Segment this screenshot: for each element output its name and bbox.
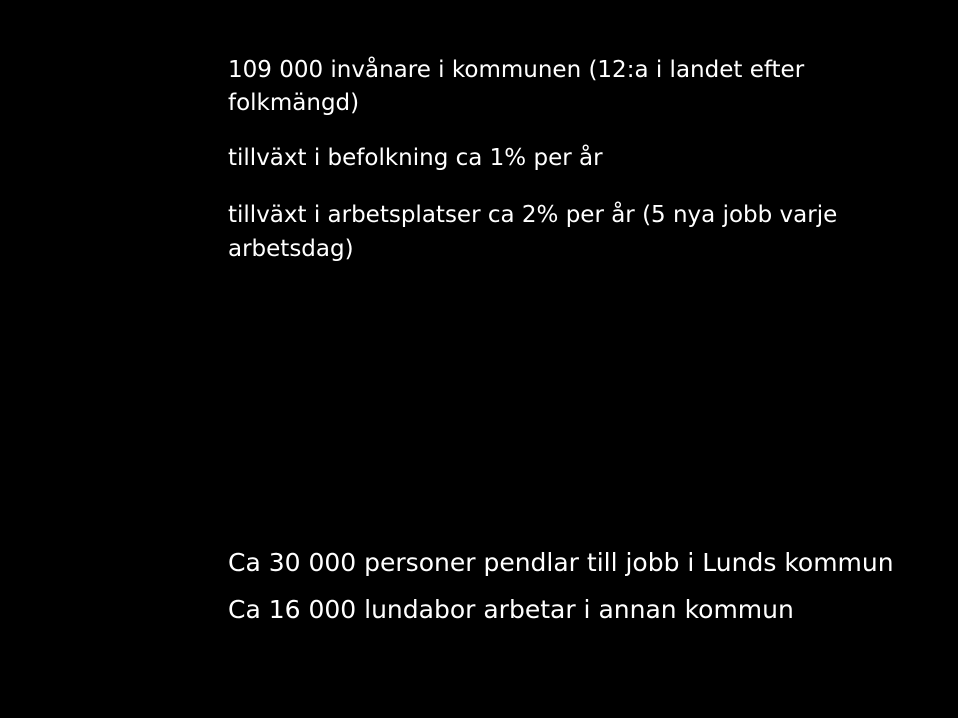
job-growth-line-2: arbetsdag) — [228, 236, 354, 262]
job-growth-line-1: tillväxt i arbetsplatser ca 2% per år (5 nya jobb varje — [228, 202, 838, 228]
population-line-1: 109 000 invånare i kommunen (12:a i landet efter — [228, 57, 805, 83]
commuters-in-line: Ca 30 000 personer pendlar till jobb i Lunds kommun — [228, 548, 894, 577]
population-growth-line: tillväxt i befolkning ca 1% per år — [228, 145, 603, 171]
population-line-2: folkmängd) — [228, 90, 360, 116]
commuters-out-line: Ca 16 000 lundabor arbetar i annan kommun — [228, 595, 794, 624]
